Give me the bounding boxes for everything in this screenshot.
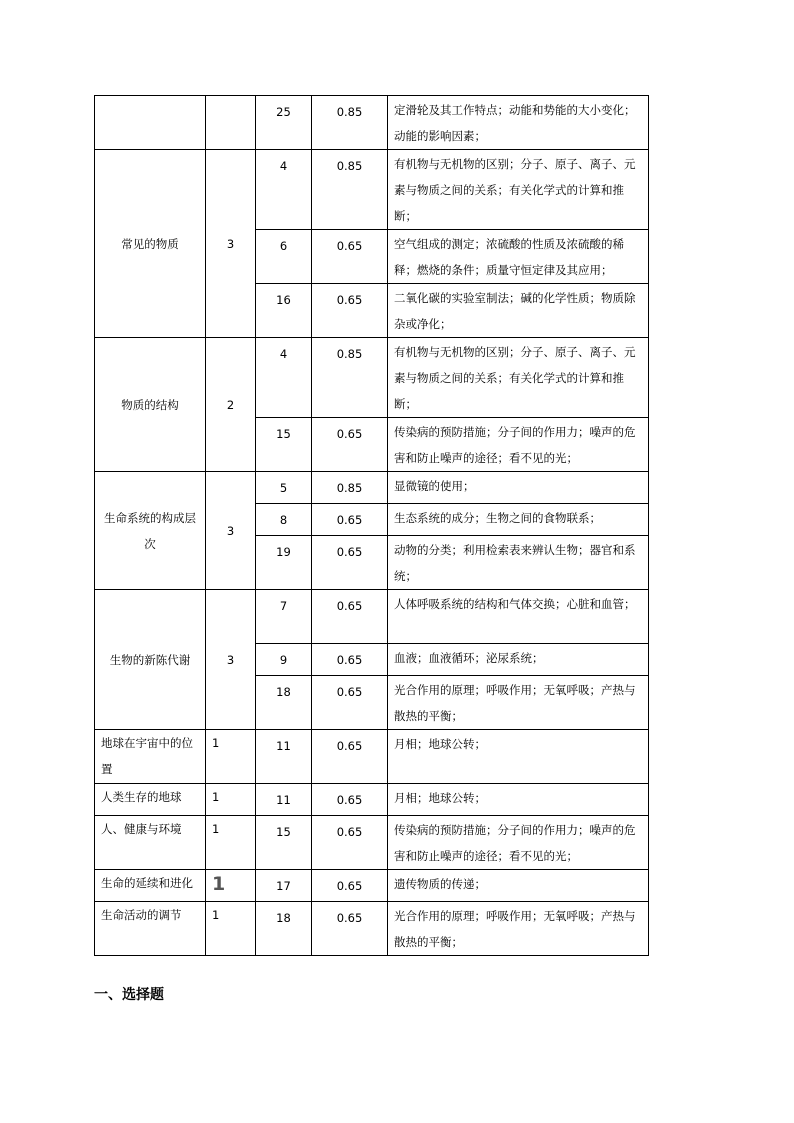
table-row	[95, 590, 649, 644]
count-cell: 1	[206, 730, 256, 784]
table-row	[95, 870, 649, 902]
count-cell: 3	[206, 472, 256, 590]
table-row	[95, 150, 649, 230]
knowledge-point-cell: 定滑轮及其工作特点；动能和势能的大小变化；动能的影响因素；	[388, 96, 649, 150]
knowledge-point-cell: 人体呼吸系统的结构和气体交换；心脏和血管；	[388, 590, 649, 644]
question-number-cell: 15	[256, 418, 312, 472]
knowledge-point-cell: 血液；血液循环；泌尿系统；	[388, 644, 649, 676]
category-cell: 人、健康与环境	[95, 816, 206, 870]
question-number-cell: 7	[256, 590, 312, 644]
difficulty-cell: 0.65	[312, 230, 388, 284]
question-number-cell: 5	[256, 472, 312, 504]
knowledge-point-cell: 月相；地球公转；	[388, 784, 649, 816]
count-cell: 1	[206, 870, 256, 902]
difficulty-cell: 0.65	[312, 730, 388, 784]
section-heading: 一、选择题	[94, 987, 164, 1003]
question-number-cell: 4	[256, 338, 312, 418]
knowledge-point-cell: 光合作用的原理；呼吸作用；无氧呼吸；产热与散热的平衡；	[388, 902, 649, 956]
count-cell	[206, 96, 256, 150]
table-row	[95, 902, 649, 956]
difficulty-cell: 0.65	[312, 870, 388, 902]
category-cell	[95, 96, 206, 150]
difficulty-cell: 0.65	[312, 676, 388, 730]
knowledge-point-cell: 光合作用的原理；呼吸作用；无氧呼吸；产热与散热的平衡；	[388, 676, 649, 730]
question-number-cell: 11	[256, 730, 312, 784]
question-number-cell: 18	[256, 676, 312, 730]
table-row	[95, 784, 649, 816]
table-row	[95, 730, 649, 784]
question-number-cell: 8	[256, 504, 312, 536]
category-cell: 物质的结构	[95, 338, 206, 472]
table-row	[95, 472, 649, 504]
difficulty-cell: 0.65	[312, 536, 388, 590]
table-row	[95, 816, 649, 870]
knowledge-point-cell: 有机物与无机物的区别；分子、原子、离子、元素与物质之间的关系；有关化学式的计算和推断；	[388, 338, 649, 418]
difficulty-cell: 0.65	[312, 284, 388, 338]
knowledge-point-table	[94, 95, 649, 956]
knowledge-point-cell: 传染病的预防措施；分子间的作用力；噪声的危害和防止噪声的途径；看不见的光；	[388, 816, 649, 870]
category-cell: 生物的新陈代谢	[95, 590, 206, 730]
category-cell: 生命的延续和进化	[95, 870, 206, 902]
difficulty-cell: 0.65	[312, 784, 388, 816]
category-cell: 人类生存的地球	[95, 784, 206, 816]
difficulty-cell: 0.85	[312, 472, 388, 504]
question-number-cell: 6	[256, 230, 312, 284]
knowledge-point-cell: 有机物与无机物的区别；分子、原子、离子、元素与物质之间的关系；有关化学式的计算和推断；	[388, 150, 649, 230]
category-cell: 常见的物质	[95, 150, 206, 338]
difficulty-cell: 0.85	[312, 150, 388, 230]
count-cell: 3	[206, 590, 256, 730]
knowledge-point-cell: 月相；地球公转；	[388, 730, 649, 784]
question-number-cell: 11	[256, 784, 312, 816]
table-row	[95, 96, 649, 150]
table-row	[95, 338, 649, 418]
count-cell: 1	[206, 902, 256, 956]
difficulty-cell: 0.65	[312, 816, 388, 870]
question-number-cell: 19	[256, 536, 312, 590]
category-cell: 生命系统的构成层次	[95, 472, 206, 590]
category-cell: 生命活动的调节	[95, 902, 206, 956]
knowledge-point-cell: 动物的分类；利用检索表来辨认生物；器官和系统；	[388, 536, 649, 590]
question-number-cell: 9	[256, 644, 312, 676]
question-number-cell: 17	[256, 870, 312, 902]
knowledge-point-cell: 二氧化碳的实验室制法；碱的化学性质；物质除杂或净化；	[388, 284, 649, 338]
count-cell: 3	[206, 150, 256, 338]
difficulty-cell: 0.85	[312, 338, 388, 418]
difficulty-cell: 0.65	[312, 504, 388, 536]
difficulty-cell: 0.65	[312, 418, 388, 472]
difficulty-cell: 0.65	[312, 902, 388, 956]
count-cell: 1	[206, 784, 256, 816]
knowledge-point-cell: 显微镜的使用；	[388, 472, 649, 504]
knowledge-point-cell: 传染病的预防措施；分子间的作用力；噪声的危害和防止噪声的途径；看不见的光；	[388, 418, 649, 472]
question-number-cell: 4	[256, 150, 312, 230]
knowledge-point-cell: 空气组成的测定；浓硫酸的性质及浓硫酸的稀释；燃烧的条件；质量守恒定律及其应用；	[388, 230, 649, 284]
category-cell: 地球在宇宙中的位置	[95, 730, 206, 784]
count-cell: 1	[206, 816, 256, 870]
question-number-cell: 25	[256, 96, 312, 150]
question-number-cell: 18	[256, 902, 312, 956]
count-cell: 2	[206, 338, 256, 472]
difficulty-cell: 0.85	[312, 96, 388, 150]
knowledge-point-cell: 生态系统的成分；生物之间的食物联系；	[388, 504, 649, 536]
question-number-cell: 16	[256, 284, 312, 338]
difficulty-cell: 0.65	[312, 590, 388, 644]
knowledge-point-cell: 遗传物质的传递；	[388, 870, 649, 902]
difficulty-cell: 0.65	[312, 644, 388, 676]
question-number-cell: 15	[256, 816, 312, 870]
